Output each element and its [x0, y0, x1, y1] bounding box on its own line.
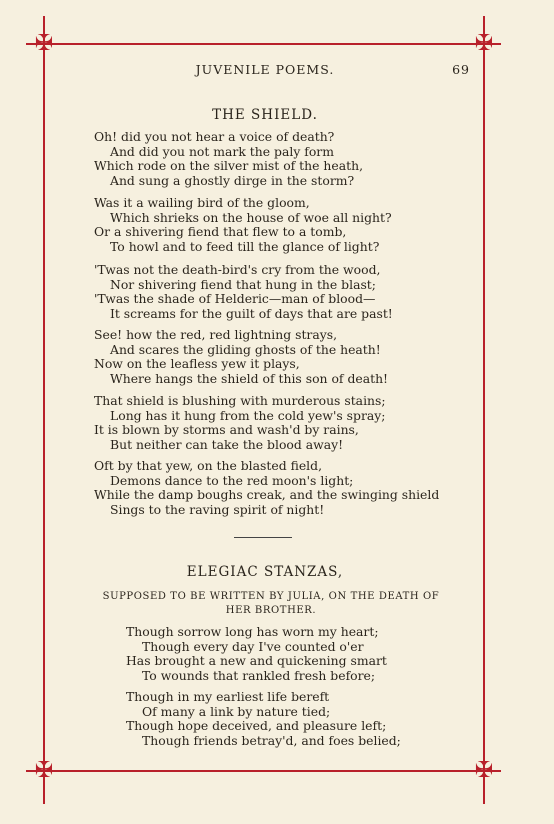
verse-line: Though in my earliest life bereft [126, 689, 330, 704]
corner-ornament-icon: ✠ [34, 758, 54, 783]
verse-line: Was it a wailing bird of the gloom, [94, 195, 310, 210]
verse-line: Long has it hung from the cold yew's spray; [110, 407, 386, 423]
verse-line: 'Twas not the death-bird's cry from the wood, [94, 262, 381, 277]
verse-line: Which shrieks on the house of woe all night? [110, 209, 392, 225]
verse-line: Though every day I've counted o'er [142, 638, 364, 654]
verse-line: Has brought a new and quickening smart [126, 653, 387, 668]
stanza [94, 328, 484, 386]
stanza [126, 625, 466, 683]
poem-title: ELEGIAC STANZAS, [186, 564, 344, 580]
verse-line: See! how the red, red lightning strays, [94, 327, 338, 342]
verse-line: Though sorrow long has worn my heart; [126, 624, 379, 639]
verse-line: Demons dance to the red moon's light; [110, 472, 354, 488]
stanza [94, 196, 484, 254]
stanza [94, 394, 484, 452]
verse-line: Or a shivering fiend that flew to a tomb, [94, 224, 347, 239]
verse-line: Now on the leafless yew it plays, [94, 356, 300, 371]
verse-line: It is blown by storms and wash'd by rains, [94, 422, 359, 437]
verse-line: And sung a ghostly dirge in the storm? [110, 172, 355, 188]
border-bottom-rule [26, 770, 501, 772]
verse-line: Though friends betray'd, and foes belied; [142, 732, 401, 748]
verse-line: To wounds that rankled fresh before; [142, 667, 376, 683]
running-title: JUVENILE POEMS. [195, 62, 335, 77]
verse-line: 'Twas the shade of Helderic—man of blood— [94, 291, 376, 306]
verse-line: And scares the gliding ghosts of the heath! [110, 341, 381, 357]
verse-line: Which rode on the silver mist of the heath, [94, 158, 364, 173]
verse-line: That shield is blushing with murderous stains; [94, 393, 386, 408]
border-top-rule [26, 43, 501, 45]
stanza [94, 130, 484, 188]
verse-line: Oh! did you not hear a voice of death? [94, 129, 335, 144]
border-left-rule [43, 16, 45, 804]
verse-line: While the damp boughs creak, and the swinging shield [94, 487, 440, 502]
corner-ornament-icon: ✠ [474, 758, 494, 783]
verse-line: Nor shivering fiend that hung in the blast; [110, 276, 376, 292]
verse-line: Though hope deceived, and pleasure left; [126, 718, 387, 733]
verse-line: And did you not mark the paly form [110, 143, 334, 159]
verse-line: It screams for the guilt of days that are past! [110, 305, 393, 321]
stanza [94, 459, 484, 517]
verse-line: Where hangs the shield of this son of death! [110, 370, 389, 386]
stanza [94, 263, 484, 321]
poem-subtitle: SUPPOSED TO BE WRITTEN BY JULIA, ON THE DEATH OF [102, 591, 440, 602]
section-divider [234, 537, 292, 538]
verse-line: But neither can take the blood away! [110, 436, 344, 452]
corner-ornament-icon: ✠ [474, 31, 494, 56]
poem-subtitle: HER BROTHER. [225, 605, 317, 616]
verse-line: To howl and to feed till the glance of light? [110, 238, 380, 254]
page-number: 69 [452, 62, 470, 77]
verse-line: Sings to the raving spirit of night! [110, 501, 325, 517]
verse-line: Oft by that yew, on the blasted field, [94, 458, 323, 473]
corner-ornament-icon: ✠ [34, 31, 54, 56]
verse-line: Of many a link by nature tied; [142, 703, 331, 719]
poem-title: THE SHIELD. [212, 107, 318, 123]
stanza [126, 690, 466, 748]
